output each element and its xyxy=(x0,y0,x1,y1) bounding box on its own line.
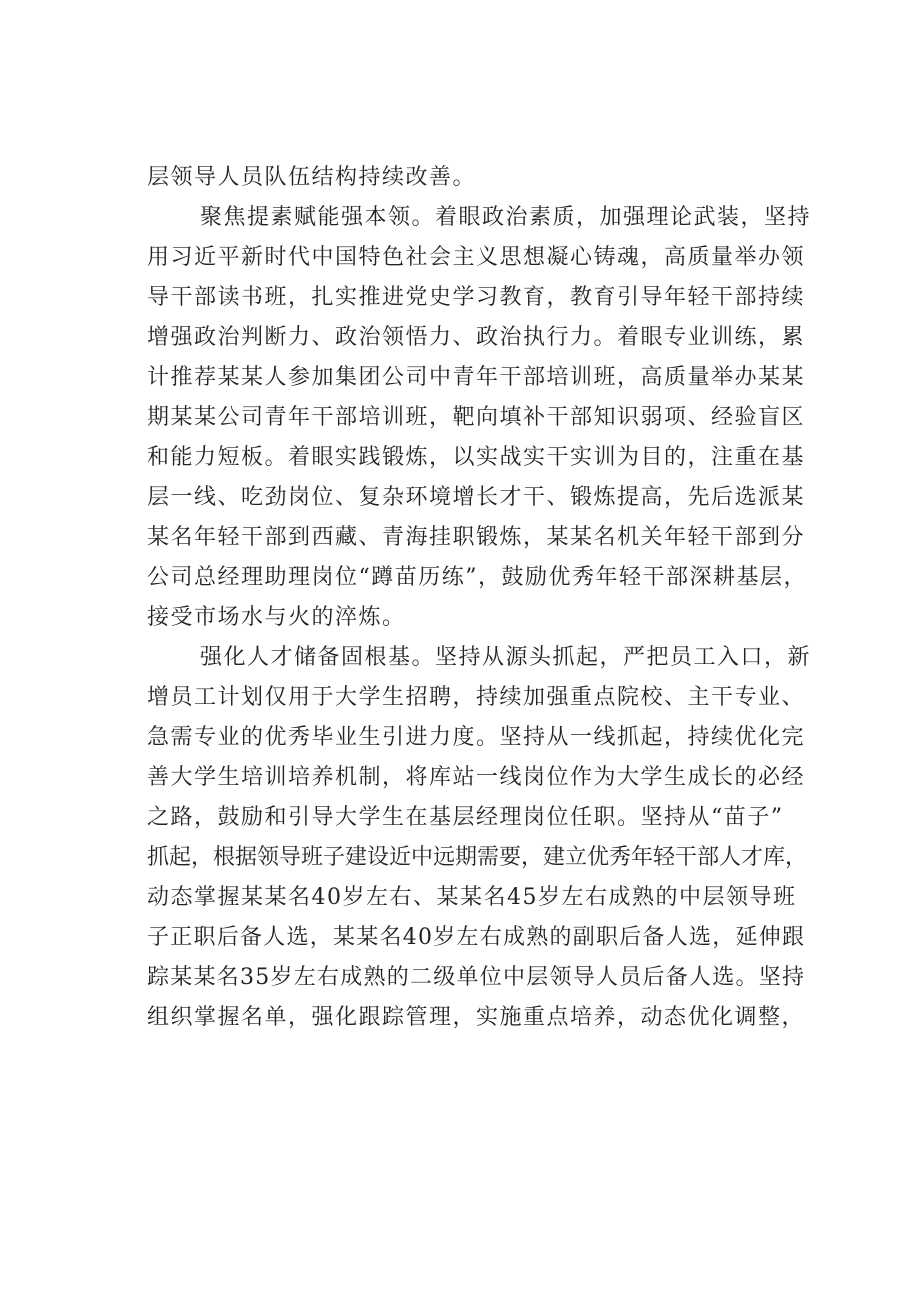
text-line: 组织掌握名单，强化跟踪管理，实施重点培养，动态优化调整， xyxy=(147,1005,806,1030)
paragraph-start-line: 强化人才储备固根基。坚持从源头抓起，严把员工入口，新 xyxy=(200,645,812,670)
text-line: 期某某公司青年干部培训班，靶向填补干部知识弱项、经验盲区 xyxy=(147,405,806,430)
text-line: 层一线、吃劲岗位、复杂环境增长才干、锻炼提高，先后选派某 xyxy=(147,485,806,510)
text-line: 子正职后备人选，某某名40岁左右成熟的副职后备人选，延伸跟 xyxy=(147,925,806,950)
text-line: 增员工计划仅用于大学生招聘，持续加强重点院校、主干专业、 xyxy=(147,685,806,710)
text-line: 急需专业的优秀毕业生引进力度。坚持从一线抓起，持续优化完 xyxy=(147,725,806,750)
body-text xyxy=(147,158,812,1038)
text-line: 某名年轻干部到西藏、青海挂职锻炼，某某名机关年轻干部到分 xyxy=(147,525,806,550)
text-line: 踪某某名35岁左右成熟的二级单位中层领导人员后备人选。坚持 xyxy=(147,965,806,990)
text-line: 动态掌握某某名40岁左右、某某名45岁左右成熟的中层领导班 xyxy=(147,885,797,910)
text-line: 用习近平新时代中国特色社会主义思想凝心铸魂，高质量举办领 xyxy=(147,245,806,270)
text-line: 和能力短板。着眼实践锻炼，以实战实干实训为目的，注重在基 xyxy=(147,445,806,470)
text-line: 计推荐某某人参加集团公司中青年干部培训班，高质量举办某某 xyxy=(147,365,806,390)
text-line: 抓起，根据领导班子建设近中远期需要，建立优秀年轻干部人才库， xyxy=(147,845,808,870)
text-line: 公司总经理助理岗位“蹲苗历练”，鼓励优秀年轻干部深耕基层， xyxy=(147,565,807,590)
text-line: 之路，鼓励和引导大学生在基层经理岗位任职。坚持从“苗子” xyxy=(147,805,784,830)
text-line: 导干部读书班，扎实推进党史学习教育，教育引导年轻干部持续 xyxy=(147,285,806,310)
text-line: 善大学生培训培养机制，将库站一线岗位作为大学生成长的必经 xyxy=(147,765,806,790)
text-line: 层领导人员队伍结构持续改善。 xyxy=(147,165,477,190)
text-line: 增强政治判断力、政治领悟力、政治执行力。着眼专业训练，累 xyxy=(147,325,806,350)
text-line: 接受市场水与火的淬炼。 xyxy=(147,605,406,630)
paragraph-start-line: 聚焦提素赋能强本领。着眼政治素质，加强理论武装，坚持 xyxy=(200,205,812,230)
